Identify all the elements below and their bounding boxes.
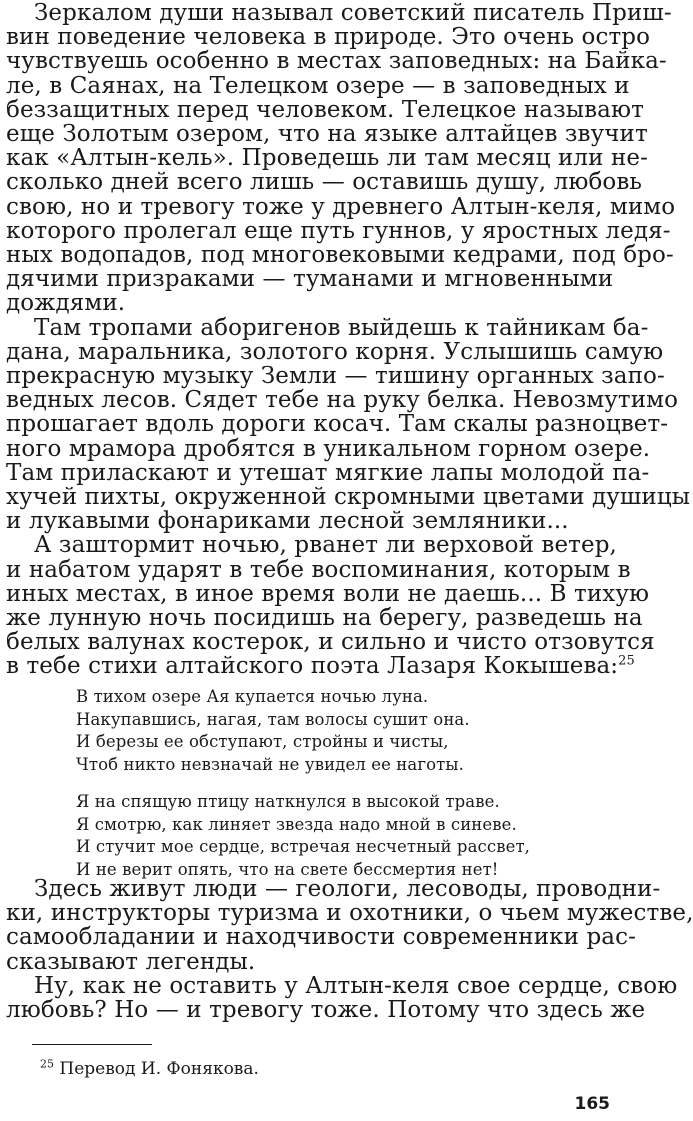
poem-line: Я смотрю, как линяет звезда надо мной в синеве. xyxy=(76,814,517,834)
text-line: Там приласкают и утешат мягкие лапы молодой па- xyxy=(6,459,650,486)
poem-line: В тихом озере Ая купается ночью луна. xyxy=(76,687,429,706)
footnote-mark: 25 xyxy=(40,1057,54,1071)
text-line: дячими призраками — туманами и мгновенными xyxy=(6,266,614,293)
text-line: Здесь живут люди — геологи, лесоводы, проводни- xyxy=(34,876,661,902)
paragraph-3 xyxy=(6,532,655,680)
poem-line: И стучит мое сердце, встречая несчетный рассвет, xyxy=(76,837,531,856)
poem-line: Накупавшись, нагая, там волосы сушит она. xyxy=(76,709,470,729)
poem-line: Чтоб никто невзначай не увидел ее наготы. xyxy=(76,754,464,774)
paragraph-1 xyxy=(6,0,676,317)
text-line: как «Алтын-кель». Проведешь ли там месяц или не- xyxy=(6,145,648,172)
text-line: которого пролегал еще путь гуннов, у яростных ледя- xyxy=(6,217,671,244)
poem-block xyxy=(76,686,546,881)
poem-line: И не верит опять, что на свете бессмертия нет! xyxy=(76,859,499,879)
text-line: Ну, как не оставить у Алтын-келя свое сердце, свою xyxy=(34,972,678,999)
text-line: ных водопадов, под многовековыми кедрами, под бро- xyxy=(6,242,674,269)
page-number: 165 xyxy=(574,1094,610,1114)
text-line: дождями. xyxy=(6,290,126,317)
text-line: самообладании и находчивости современники рас- xyxy=(6,924,636,951)
poem-line: И березы ее обступают, стройны и чисты, xyxy=(76,732,449,751)
text-line: прекрасную музыку Земли — тишину органных запо- xyxy=(6,363,665,390)
text-line: иных местах, в иное время воли не даешь... В тихую xyxy=(6,580,650,607)
text-line: чувствуешь особенно в местах заповедных: на Байка- xyxy=(6,48,667,75)
book-page xyxy=(4,0,693,1121)
text-line: ки, инструкторы туризма и охотники, о чьем мужестве, xyxy=(6,900,693,927)
footnote-separator xyxy=(32,1044,152,1045)
text-line: сказывают легенды. xyxy=(6,948,256,975)
footnote-reference: 25 xyxy=(618,653,635,669)
main-text-block xyxy=(6,0,691,680)
paragraph-2 xyxy=(6,314,691,535)
footnote xyxy=(40,1058,259,1080)
text-line: А заштормит ночью, рванет ли верховой ветер, xyxy=(34,532,617,559)
text-line: белых валунах костерок, и сильно и чисто отзовутся xyxy=(6,629,655,656)
text-line: сколько дней всего лишь — оставишь душу, любовь xyxy=(6,169,643,196)
text-line: дана, маральника, золотого корня. Услышишь самую xyxy=(6,338,664,365)
text-line: прошагает вдоль дороги косач. Там скалы разноцвет- xyxy=(6,411,669,438)
text-line: же лунную ночь посидишь на берегу, разведешь на xyxy=(6,605,643,632)
text-line: любовь? Но — и тревогу тоже. Потому что здесь же xyxy=(6,997,646,1024)
text-line: хучей пихты, окруженной скромными цветами душицы xyxy=(6,484,691,511)
text-line: Там тропами аборигенов выйдешь к тайникам ба- xyxy=(34,314,649,341)
text-line: и набатом ударят в тебе воспоминания, которым в xyxy=(6,556,631,583)
poem-stanza-2 xyxy=(76,791,546,881)
text-line: вин поведение человека в природе. Это очень остро xyxy=(6,24,651,51)
poem-stanza-1 xyxy=(76,686,546,776)
footnote-text: Перевод И. Фонякова. xyxy=(59,1059,259,1079)
text-line: еще Золотым озером, что на языке алтайцев звучит xyxy=(6,121,648,148)
paragraph-4 xyxy=(6,876,693,975)
text-line: Зеркалом души называл советский писатель Приш- xyxy=(34,0,672,26)
text-line-with-footnote-ref xyxy=(6,653,635,680)
paragraph-5 xyxy=(6,972,678,1024)
text-line: свою, но и тревогу тоже у древнего Алтын-келя, мимо xyxy=(6,193,676,220)
text-line: ле, в Саянах, на Телецком озере — в заповедных и xyxy=(6,72,630,99)
poem-line: Я на спящую птицу наткнулся в высокой траве. xyxy=(76,792,500,811)
after-poem-text xyxy=(6,876,693,1024)
text-line: беззащитных перед человеком. Телецкое называют xyxy=(6,96,644,123)
text-fragment: в тебе стихи алтайского поэта Лазаря Кокышева: xyxy=(6,653,619,680)
text-line: ного мрамора дробятся в уникальном горном озере. xyxy=(6,435,651,462)
text-line: и лукавыми фонариками лесной земляники... xyxy=(6,508,569,535)
text-line: ведных лесов. Сядет тебе на руку белка. Невозмутимо xyxy=(6,387,679,414)
